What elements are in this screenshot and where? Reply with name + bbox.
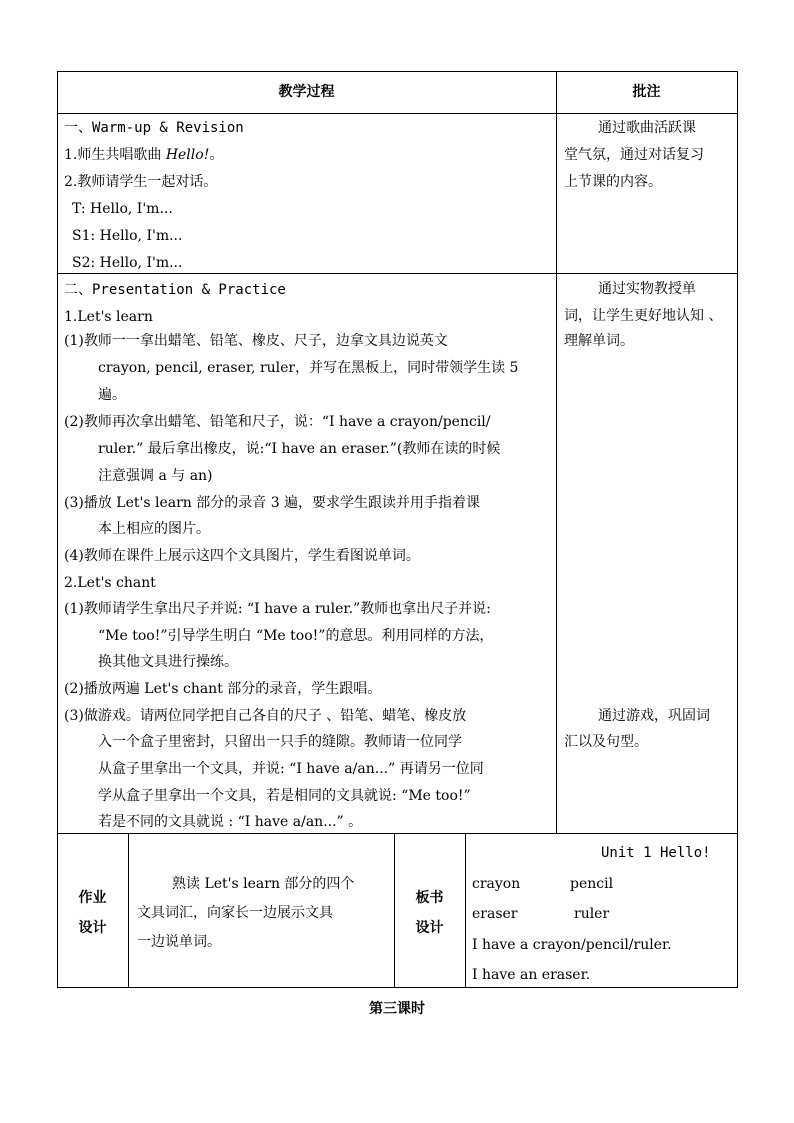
step-text: 注意强调 a 与 an) — [98, 468, 213, 484]
homework-text: 一边说单词。 — [137, 934, 221, 950]
step-text: 学从盒子里拿出一个文具，若是相同的文具就说: “Me too!” — [98, 788, 471, 804]
step-text: 若是不同的文具就说 : “I have a/an...” 。 — [98, 814, 363, 830]
table-divider — [57, 833, 738, 834]
table-divider — [57, 113, 738, 114]
section2-title: 二、Presentation & Practice — [64, 282, 286, 298]
board-sentence: I have a crayon/pencil/ruler. — [472, 937, 672, 953]
lets-learn-heading: 1.Let's learn — [64, 309, 153, 325]
homework-label-divider — [128, 833, 129, 988]
table-border-left — [57, 71, 58, 988]
section1-item2: 2.教师请学生一起对话。 — [64, 174, 218, 190]
board-word: pencil — [570, 876, 614, 892]
step-text: 入一个盒子里密封，只留出一只手的缝隙。教师请一位同学 — [98, 734, 462, 750]
section1-item1-suffix: 。 — [209, 147, 224, 163]
table-border-right — [737, 71, 738, 988]
lesson-label: 第三课时 — [369, 1001, 425, 1017]
homework-label: 作业 — [78, 890, 107, 906]
step-text: (3)播放 Let's learn 部分的录音 3 遍，要求学生跟读并用手指着课 — [64, 495, 481, 511]
lets-chant-heading: 2.Let's chant — [64, 575, 156, 591]
section1-item1 — [64, 145, 223, 165]
section2-note-line: 通过实物教授单 — [598, 281, 696, 297]
step-text: “Me too!”引导学生明白 “Me too!”的意思。利用同样的方法， — [98, 628, 494, 644]
section1-item1-prefix: 1.师生共唱歌曲 — [64, 147, 166, 163]
table-border-bottom — [57, 987, 738, 988]
step-text: (1)教师一一拿出蜡笔、铅笔、橡皮、尺子，边拿文具边说英文 — [64, 333, 448, 349]
section1-note-line: 通过歌曲活跃课 — [598, 120, 696, 136]
homework-label: 设计 — [78, 920, 107, 936]
step-text: 从盒子里拿出一个文具，并说: “I have a/an...” 再请另一位同 — [98, 761, 484, 777]
board-label: 板书 — [415, 890, 444, 906]
step-text: 换其他文具进行操练。 — [98, 654, 238, 670]
notes-column-divider — [556, 71, 557, 834]
board-label-left-divider — [394, 833, 395, 988]
step-text: (1)教师请学生拿出尺子并说: “I have a ruler.”教师也拿出尺子并说: — [64, 601, 491, 617]
step-text: (2)教师再次拿出蜡笔、铅笔和尺子，说：“I have a crayon/pencil/ — [64, 414, 491, 430]
homework-text: 文具词汇，向家长一边展示文具 — [137, 905, 333, 921]
dialog-line: T: Hello, I'm... — [72, 201, 173, 217]
board-word: ruler — [574, 906, 610, 922]
step-text: (3)做游戏。请两位同学把自己各自的尺子 、铅笔、蜡笔、橡皮放 — [64, 708, 467, 724]
board-title: Unit 1 Hello! — [601, 845, 711, 861]
board-word: crayon — [472, 876, 521, 892]
table-divider — [57, 273, 738, 274]
board-word: eraser — [472, 906, 518, 922]
step-text: crayon, pencil, eraser, ruler，并写在黑板上，同时带领学生读 5 — [98, 360, 519, 376]
notes-header: 批注 — [632, 84, 661, 100]
step-text: ruler.” 最后拿出橡皮，说:“I have an eraser.”(教师在读的时候 — [98, 441, 501, 457]
section1-note-line: 堂气氛，通过对话复习 — [564, 147, 704, 163]
section2-note-line: 汇以及句型。 — [564, 734, 648, 750]
dialog-line: S2: Hello, I'm... — [72, 255, 183, 271]
step-text: (4)教师在课件上展示这四个文具图片，学生看图说单词。 — [64, 548, 420, 564]
homework-text: 熟读 Let's learn 部分的四个 — [172, 876, 355, 892]
step-text: 本上相应的图片。 — [98, 521, 210, 537]
table-border-top — [57, 71, 738, 72]
section2-note-line: 词，让学生更好地认知 、 — [564, 308, 723, 324]
song-title: Hello! — [165, 147, 210, 163]
dialog-line: S1: Hello, I'm... — [72, 228, 183, 244]
board-label: 设计 — [415, 920, 444, 936]
process-header: 教学过程 — [278, 84, 335, 100]
section1-note-line: 上节课的内容。 — [564, 174, 662, 190]
step-text: 遍。 — [98, 387, 126, 403]
section2-note-line: 理解单词。 — [564, 333, 634, 349]
step-text: (2)播放两遍 Let's chant 部分的录音，学生跟唱。 — [64, 681, 382, 697]
section1-title: 一、Warm-up & Revision — [64, 120, 244, 136]
board-label-right-divider — [465, 833, 466, 988]
section2-note-line: 通过游戏，巩固词 — [598, 708, 710, 724]
board-sentence: I have an eraser. — [472, 967, 591, 983]
